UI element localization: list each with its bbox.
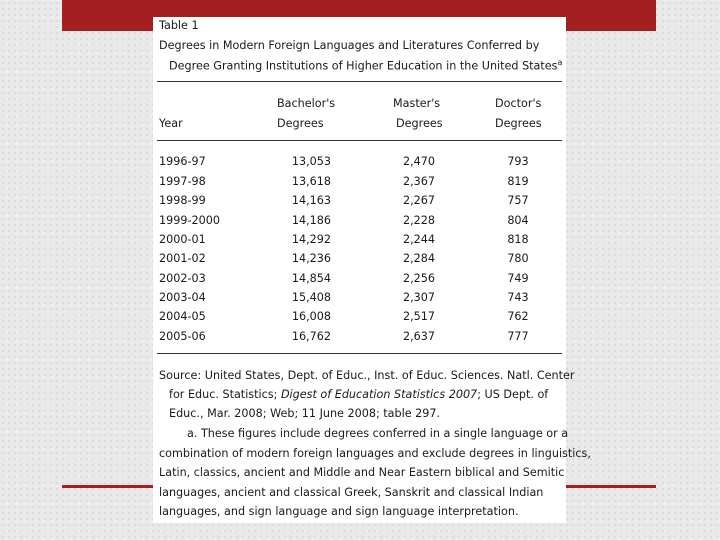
row-doctors: 780 — [507, 252, 529, 265]
table-title-line1: Degrees in Modern Foreign Languages and Literatures Conferred by — [159, 39, 540, 52]
footnote-line4: languages, ancient and classical Greek, Sanskrit and classical Indian — [159, 486, 544, 499]
row-year: 2005-06 — [159, 330, 206, 343]
row-doctors: 762 — [507, 310, 529, 323]
table-label: Table 1 — [159, 19, 199, 32]
table-title-line2 — [169, 58, 562, 73]
row-bachelors: 16,762 — [291, 330, 331, 343]
row-doctors: 743 — [507, 291, 529, 304]
row-year: 2004-05 — [159, 310, 206, 323]
source-publication-title: Digest of Education Statistics 2007 — [280, 388, 478, 401]
row-masters: 2,517 — [402, 310, 435, 323]
row-bachelors: 13,618 — [291, 175, 331, 188]
header-doctors-line2: Degrees — [495, 117, 542, 130]
row-doctors: 804 — [507, 214, 529, 227]
row-doctors: 818 — [507, 233, 529, 246]
row-bachelors: 16,008 — [291, 310, 331, 323]
header-top-rule — [157, 81, 562, 82]
row-doctors: 749 — [507, 272, 529, 285]
row-year: 2002-03 — [159, 272, 206, 285]
row-masters: 2,244 — [402, 233, 435, 246]
footnote-line5: languages, and sign language and sign language interpretation. — [159, 505, 519, 518]
row-masters: 2,267 — [402, 194, 435, 207]
row-bachelors: 14,236 — [291, 252, 331, 265]
source-line2 — [169, 388, 548, 401]
source-line2-suffix: ; US Dept. of — [477, 388, 549, 401]
header-bachelors-line2: Degrees — [277, 117, 324, 130]
row-year: 2003-04 — [159, 291, 206, 304]
table-title-text: Degree Granting Institutions of Higher Education in the United States — [169, 59, 558, 73]
row-masters: 2,256 — [402, 272, 435, 285]
row-bachelors: 15,408 — [291, 291, 331, 304]
row-bachelors: 14,163 — [291, 194, 331, 207]
row-masters: 2,367 — [402, 175, 435, 188]
table-bottom-rule — [157, 353, 562, 354]
row-bachelors: 14,292 — [291, 233, 331, 246]
row-doctors: 819 — [507, 175, 529, 188]
table-document — [153, 17, 591, 523]
row-doctors: 777 — [507, 330, 529, 343]
footnote-line2: combination of modern foreign languages and exclude degrees in linguistics, — [159, 447, 591, 460]
row-bachelors: 14,186 — [291, 214, 331, 227]
row-year: 2001-02 — [159, 252, 206, 265]
row-year: 1997-98 — [159, 175, 206, 188]
row-doctors: 757 — [507, 194, 529, 207]
row-masters: 2,470 — [402, 155, 435, 168]
source-line3: Educ., Mar. 2008; Web; 11 June 2008; table 297. — [169, 407, 441, 420]
row-masters: 2,307 — [402, 291, 435, 304]
source-line1: Source: United States, Dept. of Educ., Inst. of Educ. Sciences. Natl. Center — [159, 369, 575, 382]
header-bachelors-line1: Bachelor's — [277, 97, 336, 110]
header-doctors-line1: Doctor's — [495, 97, 542, 110]
row-bachelors: 14,854 — [291, 272, 331, 285]
row-year: 1996-97 — [159, 155, 206, 168]
row-bachelors: 13,053 — [291, 155, 331, 168]
source-line2-prefix: for Educ. Statistics; — [169, 388, 281, 401]
title-footnote-marker: a — [557, 58, 563, 67]
row-doctors: 793 — [507, 155, 529, 168]
header-year: Year — [159, 117, 183, 130]
header-masters-line1: Master's — [393, 97, 441, 110]
row-masters: 2,284 — [402, 252, 435, 265]
footnote-line3: Latin, classics, ancient and Middle and Near Eastern biblical and Semitic — [159, 466, 565, 479]
row-year: 1998-99 — [159, 194, 206, 207]
row-year: 1999-2000 — [159, 214, 220, 227]
row-masters: 2,228 — [402, 214, 435, 227]
footnote-line1: a. These figures include degrees conferred in a single language or a — [187, 427, 569, 440]
row-year: 2000-01 — [159, 233, 206, 246]
header-bottom-rule — [157, 140, 562, 141]
header-masters-line2: Degrees — [396, 117, 443, 130]
row-masters: 2,637 — [402, 330, 435, 343]
